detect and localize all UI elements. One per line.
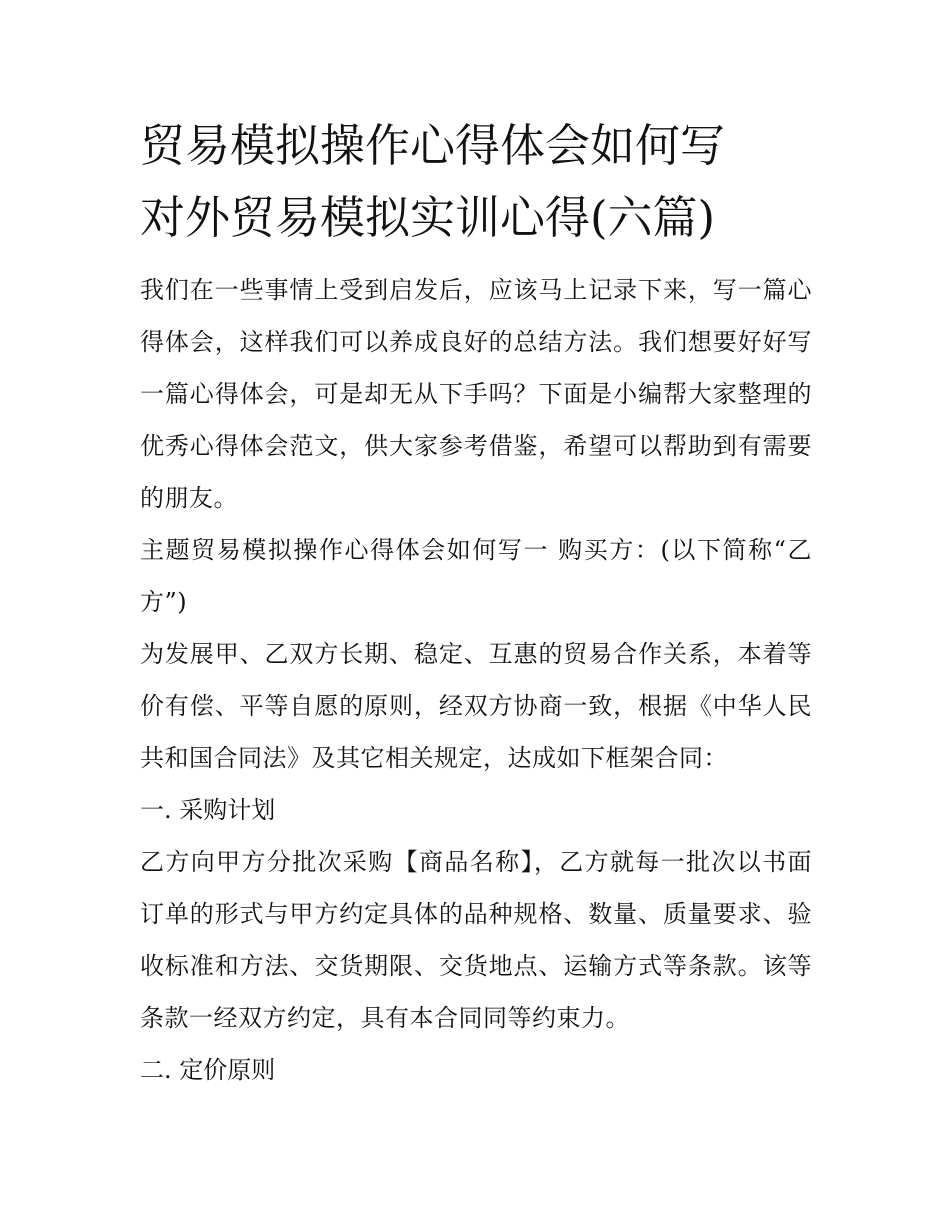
- document-title-line-1: 贸易模拟操作心得体会如何写: [140, 119, 726, 172]
- section-heading-purchase-plan: 一. 采购计划: [140, 796, 276, 824]
- intro-paragraph: 我们在一些事情上受到启发后，应该马上记录下来，写一篇心得体会，这样我们可以养成良好的总结方法。我们想要好好写一篇心得体会，可是却无从下手吗？下面是小编帮大家整理的优秀心得体会范文，供大家参考借鉴，希望可以帮助到有需要的朋友。: [140, 276, 812, 512]
- section-heading-pricing: 二. 定价原则: [140, 1056, 276, 1084]
- purpose-paragraph: 为发展甲、乙双方长期、稳定、互惠的贸易合作关系，本着等价有偿、平等自愿的原则，经双方协商一致，根据《中华人民共和国合同法》及其它相关规定，达成如下框架合同：: [140, 640, 812, 772]
- buyer-paragraph: 主题贸易模拟操作心得体会如何写一 购买方：(以下简称“乙方”): [140, 536, 812, 616]
- document-title-line-2: 对外贸易模拟实训心得(六篇): [140, 191, 716, 244]
- purchase-plan-paragraph: 乙方向甲方分批次采购【商品名称】，乙方就每一批次以书面订单的形式与甲方约定具体的品种规格、数量、质量要求、验收标准和方法、交货期限、交货地点、运输方式等条款。该等条款一经双方约定，具有本合同同等约束力。: [140, 848, 812, 1032]
- document-page: [140, 110, 812, 1096]
